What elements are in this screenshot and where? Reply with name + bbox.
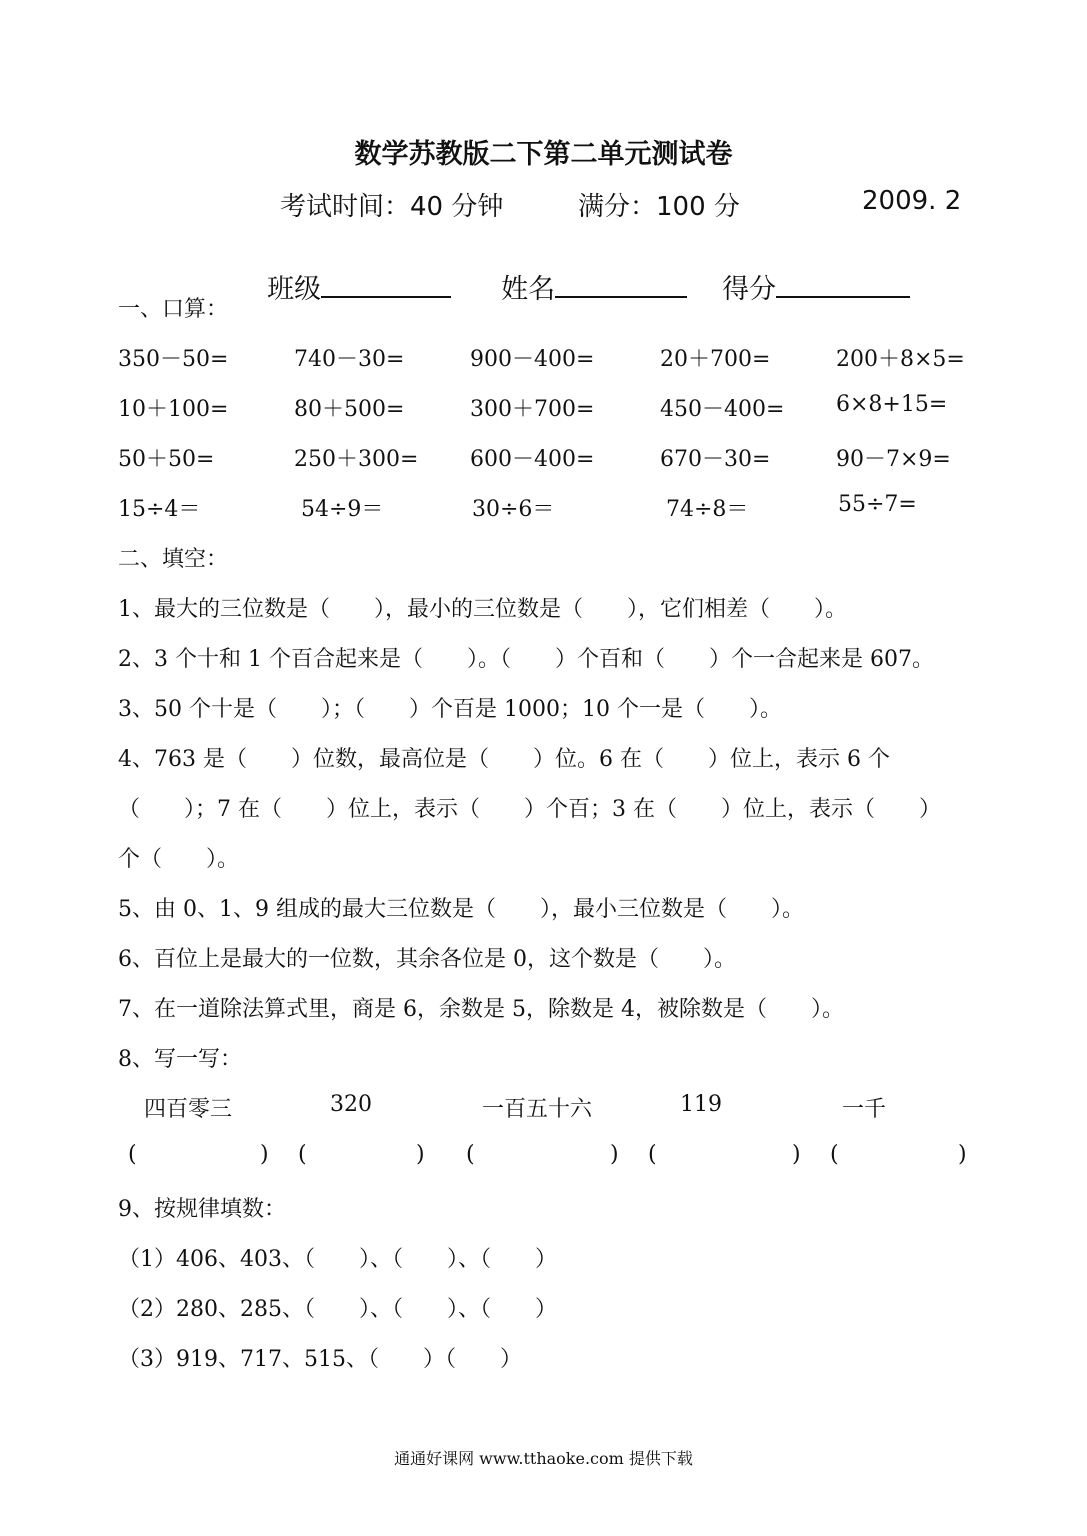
score-field[interactable]: [705, 236, 910, 306]
pattern-line: （1）406、403、（ ）、（ ）、（ ）: [118, 1247, 557, 1272]
answer-paren: ): [958, 1142, 967, 1167]
question-line: 4、763 是（ ）位数，最高位是（ ）位。6 在（ ）位上，表示 6 个: [118, 747, 890, 772]
name-field[interactable]: [484, 236, 687, 306]
calc-item: 350－50=: [118, 347, 229, 372]
answer-paren[interactable]: (: [830, 1142, 839, 1167]
name-blank[interactable]: [555, 268, 687, 298]
answer-paren[interactable]: (: [648, 1142, 657, 1167]
calc-item: 600－400=: [470, 447, 595, 472]
calc-item: 30÷6＝: [472, 497, 555, 522]
answer-paren: ): [260, 1142, 269, 1167]
question-9-heading: 9、按规律填数：: [118, 1197, 286, 1222]
write-item: 四百零三: [144, 1097, 233, 1122]
answer-paren: ): [416, 1142, 425, 1167]
calc-item: 250＋300=: [294, 447, 419, 472]
calc-item: 670－30=: [660, 447, 771, 472]
calc-item: 740－30=: [294, 347, 405, 372]
calc-item: 15÷4＝: [118, 497, 201, 522]
class-label: 班级: [267, 274, 322, 305]
write-item: 一千: [842, 1097, 887, 1122]
calc-item: 450－400=: [660, 397, 785, 422]
pattern-line: （2）280、285、（ ）、（ ）、（ ）: [118, 1297, 557, 1322]
calc-item: 10＋100=: [118, 397, 229, 422]
question-line: 7、在一道除法算式里，商是 6，余数是 5，除数是 4，被除数是（ ）。: [118, 997, 844, 1022]
full-score: 满分：100 分: [578, 192, 740, 222]
page-title: 数学苏教版二下第二单元测试卷: [354, 139, 733, 170]
footer-text: 通通好课网 www.tthaoke.com 提供下载: [394, 1449, 693, 1468]
score-blank[interactable]: [776, 268, 910, 298]
exam-time: 考试时间：40 分钟: [280, 192, 504, 222]
calc-item: 55÷7=: [838, 492, 917, 517]
calc-item: 50＋50=: [118, 447, 215, 472]
question-line: 1、最大的三位数是（ ），最小的三位数是（ ），它们相差（ ）。: [118, 597, 847, 622]
answer-paren: ): [792, 1142, 801, 1167]
calc-item: 90－7×9=: [836, 447, 951, 472]
class-blank[interactable]: [321, 268, 451, 298]
name-label: 姓名: [501, 274, 556, 305]
score-label: 得分: [722, 274, 777, 305]
answer-paren[interactable]: (: [298, 1142, 307, 1167]
question-line: 5、由 0、1、9 组成的最大三位数是（ ），最小三位数是（ ）。: [118, 897, 804, 922]
calc-item: 300＋700=: [470, 397, 595, 422]
calc-item: 900－400=: [470, 347, 595, 372]
calc-item: 200＋8×5=: [836, 347, 965, 372]
section2-heading: 二、填空：: [118, 547, 229, 572]
pattern-line: （3）919、717、515、（ ）（ ）: [118, 1347, 522, 1372]
answer-paren[interactable]: (: [466, 1142, 475, 1167]
section1-heading: 一、口算：: [118, 297, 229, 322]
write-item: 119: [680, 1092, 722, 1117]
question-line: 3、50 个十是（ ）；（ ）个百是 1000；10 个一是（ ）。: [118, 697, 782, 722]
calc-item: 54÷9＝: [301, 497, 384, 522]
question-line: 2、3 个十和 1 个百合起来是（ ）。（ ）个百和（ ）个一合起来是 607。: [118, 647, 934, 672]
write-item: 一百五十六: [482, 1097, 593, 1122]
question-line: 个（ ）。: [118, 847, 240, 872]
question-line: （ ）；7 在（ ）位上，表示（ ）个百；3 在（ ）位上，表示（ ）: [118, 797, 941, 822]
calc-item: 6×8+15=: [836, 392, 948, 417]
calc-item: 80＋500=: [294, 397, 405, 422]
answer-paren: ): [610, 1142, 619, 1167]
question-line: 8、写一写：: [118, 1047, 242, 1072]
answer-paren[interactable]: (: [128, 1142, 137, 1167]
exam-date: 2009. 2: [862, 186, 962, 216]
question-line: 6、百位上是最大的一位数，其余各位是 0，这个数是（ ）。: [118, 947, 736, 972]
calc-item: 74÷8＝: [666, 497, 749, 522]
calc-item: 20＋700=: [660, 347, 771, 372]
class-field[interactable]: [250, 236, 451, 306]
write-item: 320: [330, 1092, 372, 1117]
